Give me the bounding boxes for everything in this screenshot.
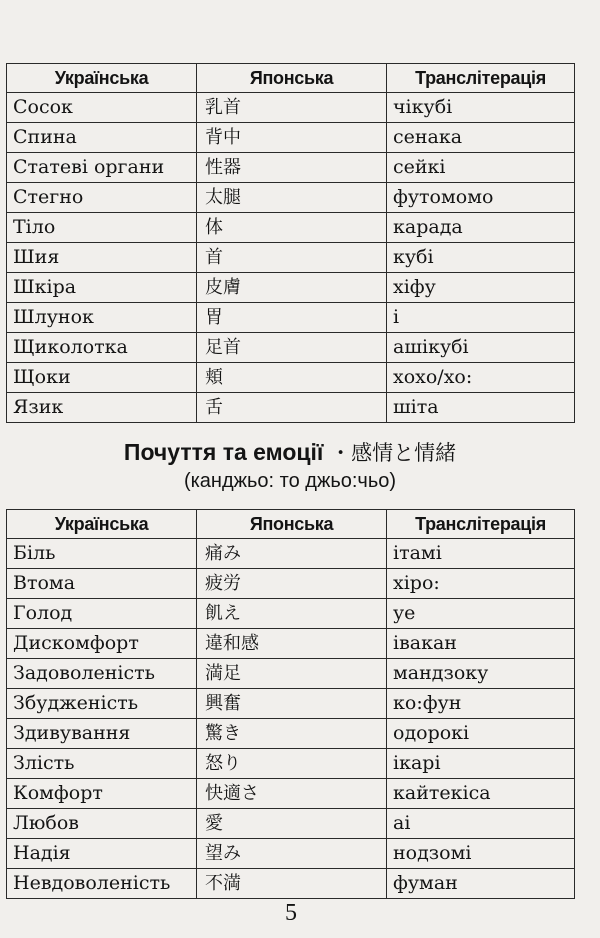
cell-japanese: 望み: [197, 839, 387, 869]
cell-ukrainian: Надія: [7, 839, 197, 869]
cell-japanese: 太腿: [197, 183, 387, 213]
cell-ukrainian: Шкіра: [7, 273, 197, 303]
cell-transliteration: мандзоку: [387, 659, 575, 689]
cell-japanese: 飢え: [197, 599, 387, 629]
section-title-japanese: ・感情と情緒: [323, 441, 457, 465]
header-transliteration: Транслітерація: [387, 510, 575, 539]
cell-transliteration: аі: [387, 809, 575, 839]
table-row: [7, 273, 575, 303]
cell-ukrainian: Тіло: [7, 213, 197, 243]
table-row: [7, 539, 575, 569]
table-row: [7, 809, 575, 839]
cell-japanese: 乳首: [197, 93, 387, 123]
cell-japanese: 性器: [197, 153, 387, 183]
cell-ukrainian: Збудженість: [7, 689, 197, 719]
cell-transliteration: ікарі: [387, 749, 575, 779]
cell-japanese: 舌: [197, 393, 387, 423]
cell-ukrainian: Втома: [7, 569, 197, 599]
cell-ukrainian: Невдоволеність: [7, 869, 197, 899]
cell-transliteration: фуман: [387, 869, 575, 899]
cell-transliteration: кайтекіса: [387, 779, 575, 809]
cell-transliteration: карада: [387, 213, 575, 243]
table-row: [7, 303, 575, 333]
table-row: [7, 153, 575, 183]
cell-japanese: 首: [197, 243, 387, 273]
table-row: [7, 839, 575, 869]
cell-transliteration: уе: [387, 599, 575, 629]
table-row: [7, 869, 575, 899]
cell-ukrainian: Щиколотка: [7, 333, 197, 363]
cell-transliteration: хіро:: [387, 569, 575, 599]
table-row: [7, 569, 575, 599]
cell-transliteration: шіта: [387, 393, 575, 423]
header-ukrainian: Українська: [7, 64, 197, 93]
table-row: [7, 123, 575, 153]
cell-japanese: 驚き: [197, 719, 387, 749]
cell-japanese: 快適さ: [197, 779, 387, 809]
cell-ukrainian: Здивування: [7, 719, 197, 749]
cell-transliteration: хохо/хо:: [387, 363, 575, 393]
table-row: [7, 719, 575, 749]
header-japanese: Японська: [197, 64, 387, 93]
cell-japanese: 皮膚: [197, 273, 387, 303]
cell-japanese: 興奮: [197, 689, 387, 719]
cell-ukrainian: Голод: [7, 599, 197, 629]
table-row: [7, 599, 575, 629]
cell-japanese: 頬: [197, 363, 387, 393]
cell-japanese: 胃: [197, 303, 387, 333]
table-row: [7, 749, 575, 779]
table-row: [7, 629, 575, 659]
cell-japanese: 疲労: [197, 569, 387, 599]
table-row: [7, 333, 575, 363]
table-row: [7, 93, 575, 123]
cell-transliteration: футомомо: [387, 183, 575, 213]
table-row: [7, 213, 575, 243]
cell-transliteration: сейкі: [387, 153, 575, 183]
header-ukrainian: Українська: [7, 510, 197, 539]
header-japanese: Японська: [197, 510, 387, 539]
cell-japanese: 痛み: [197, 539, 387, 569]
feelings-emotions-table: [6, 509, 575, 899]
cell-ukrainian: Злість: [7, 749, 197, 779]
cell-transliteration: хіфу: [387, 273, 575, 303]
cell-transliteration: чікубі: [387, 93, 575, 123]
cell-transliteration: одорокі: [387, 719, 575, 749]
table-row: [7, 393, 575, 423]
cell-transliteration: ітамі: [387, 539, 575, 569]
cell-ukrainian: Спина: [7, 123, 197, 153]
table-row: [7, 363, 575, 393]
cell-japanese: 怒り: [197, 749, 387, 779]
cell-japanese: 満足: [197, 659, 387, 689]
table-row: [7, 659, 575, 689]
section-title-ukrainian: Почуття та емоції: [123, 439, 324, 465]
cell-transliteration: сенака: [387, 123, 575, 153]
cell-transliteration: ко:фун: [387, 689, 575, 719]
table-row: [7, 183, 575, 213]
page-number: 5: [285, 900, 297, 926]
cell-ukrainian: Сосок: [7, 93, 197, 123]
body-parts-table: [6, 63, 575, 423]
cell-ukrainian: Щоки: [7, 363, 197, 393]
cell-ukrainian: Задоволеність: [7, 659, 197, 689]
cell-japanese: 足首: [197, 333, 387, 363]
cell-ukrainian: Комфорт: [7, 779, 197, 809]
cell-ukrainian: Біль: [7, 539, 197, 569]
cell-ukrainian: Шия: [7, 243, 197, 273]
cell-transliteration: ашікубі: [387, 333, 575, 363]
section-subtitle: (канджьо: то джьо:чьо): [183, 470, 397, 492]
cell-japanese: 不満: [197, 869, 387, 899]
cell-ukrainian: Стегно: [7, 183, 197, 213]
table-row: [7, 243, 575, 273]
cell-transliteration: івакан: [387, 629, 575, 659]
cell-ukrainian: Язик: [7, 393, 197, 423]
cell-ukrainian: Шлунок: [7, 303, 197, 333]
cell-transliteration: і: [387, 303, 575, 333]
cell-japanese: 体: [197, 213, 387, 243]
cell-japanese: 違和感: [197, 629, 387, 659]
cell-japanese: 愛: [197, 809, 387, 839]
section-title: [0, 437, 580, 468]
cell-ukrainian: Статеві органи: [7, 153, 197, 183]
table-row: [7, 779, 575, 809]
cell-japanese: 背中: [197, 123, 387, 153]
cell-ukrainian: Дискомфорт: [7, 629, 197, 659]
cell-ukrainian: Любов: [7, 809, 197, 839]
cell-transliteration: нодзомі: [387, 839, 575, 869]
table-row: [7, 689, 575, 719]
cell-transliteration: кубі: [387, 243, 575, 273]
table-header-row: [7, 64, 575, 93]
header-transliteration: Транслітерація: [387, 64, 575, 93]
table-header-row: [7, 510, 575, 539]
